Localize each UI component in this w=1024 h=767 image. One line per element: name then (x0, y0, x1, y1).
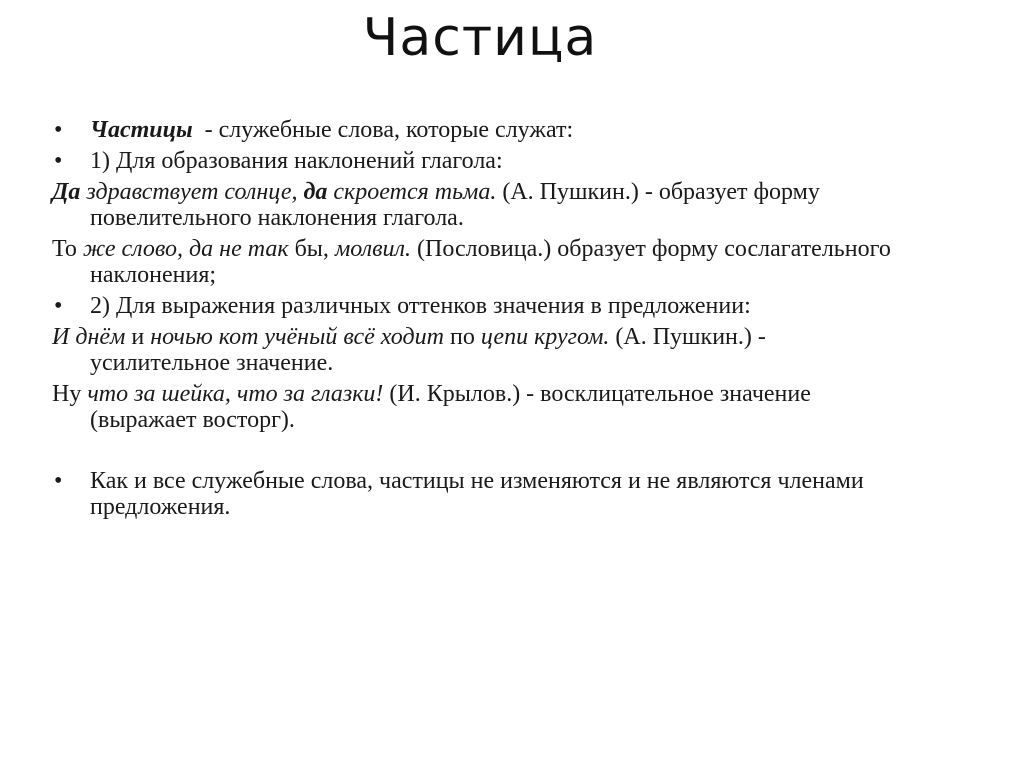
example-word: молвил. (334, 236, 412, 262)
example-word: и (125, 324, 151, 350)
bullet-glyph: • (54, 468, 63, 494)
slide-title: Частица (362, 8, 598, 68)
definition-text: - служебные слова, которые служат: (192, 117, 574, 143)
example-pushkin-imperative (52, 179, 892, 231)
bullet-item-definition (52, 117, 892, 143)
slide-body (52, 117, 892, 525)
bullet-item-moods (52, 148, 892, 174)
spacer (52, 438, 892, 468)
example-word: цепи кругом. (480, 324, 610, 350)
example-word: Да (52, 179, 81, 205)
example-explanation: (Пословица.) образует форму сослагательного наклонения; (90, 236, 891, 288)
example-word: скроется тьма. (327, 179, 497, 205)
example-word: да (303, 179, 328, 205)
example-word: по (443, 324, 481, 350)
example-explanation: (А. Пушкин.) - усилительное значение. (90, 324, 766, 376)
example-word: И днём (52, 324, 126, 350)
bullet-item-conclusion (52, 468, 892, 520)
bullet-glyph: • (54, 117, 63, 143)
example-word: ночью кот учёный всё ходит (150, 324, 444, 350)
example-word: здравствует солнце, (80, 179, 304, 205)
example-word: То (52, 236, 83, 262)
term-particles: Частицы (90, 117, 193, 143)
example-pushkin-intensifier (52, 324, 892, 376)
example-proverb-subjunctive (52, 236, 892, 288)
example-krylov-exclamation (52, 381, 892, 433)
conclusion-text: Как и все служебные слова, частицы не изменяются и не являются членами предложения. (90, 468, 864, 520)
shades-heading: 2) Для выражения различных оттенков значения в предложении: (90, 293, 751, 319)
bullet-glyph: • (54, 293, 63, 319)
example-word: Ну (52, 381, 88, 407)
example-word: же слово, да не так (82, 236, 289, 262)
example-word: бы, (288, 236, 335, 262)
bullet-glyph: • (54, 148, 63, 174)
bullet-item-shades (52, 293, 892, 319)
example-explanation: (А. Пушкин.) - образует форму повелительного наклонения глагола. (90, 179, 820, 231)
example-explanation: (И. Крылов.) - восклицательное значение (выражает восторг). (90, 381, 811, 433)
moods-heading: 1) Для образования наклонений глагола: (90, 148, 503, 174)
example-word: что за шейка, что за глазки! (87, 381, 384, 407)
